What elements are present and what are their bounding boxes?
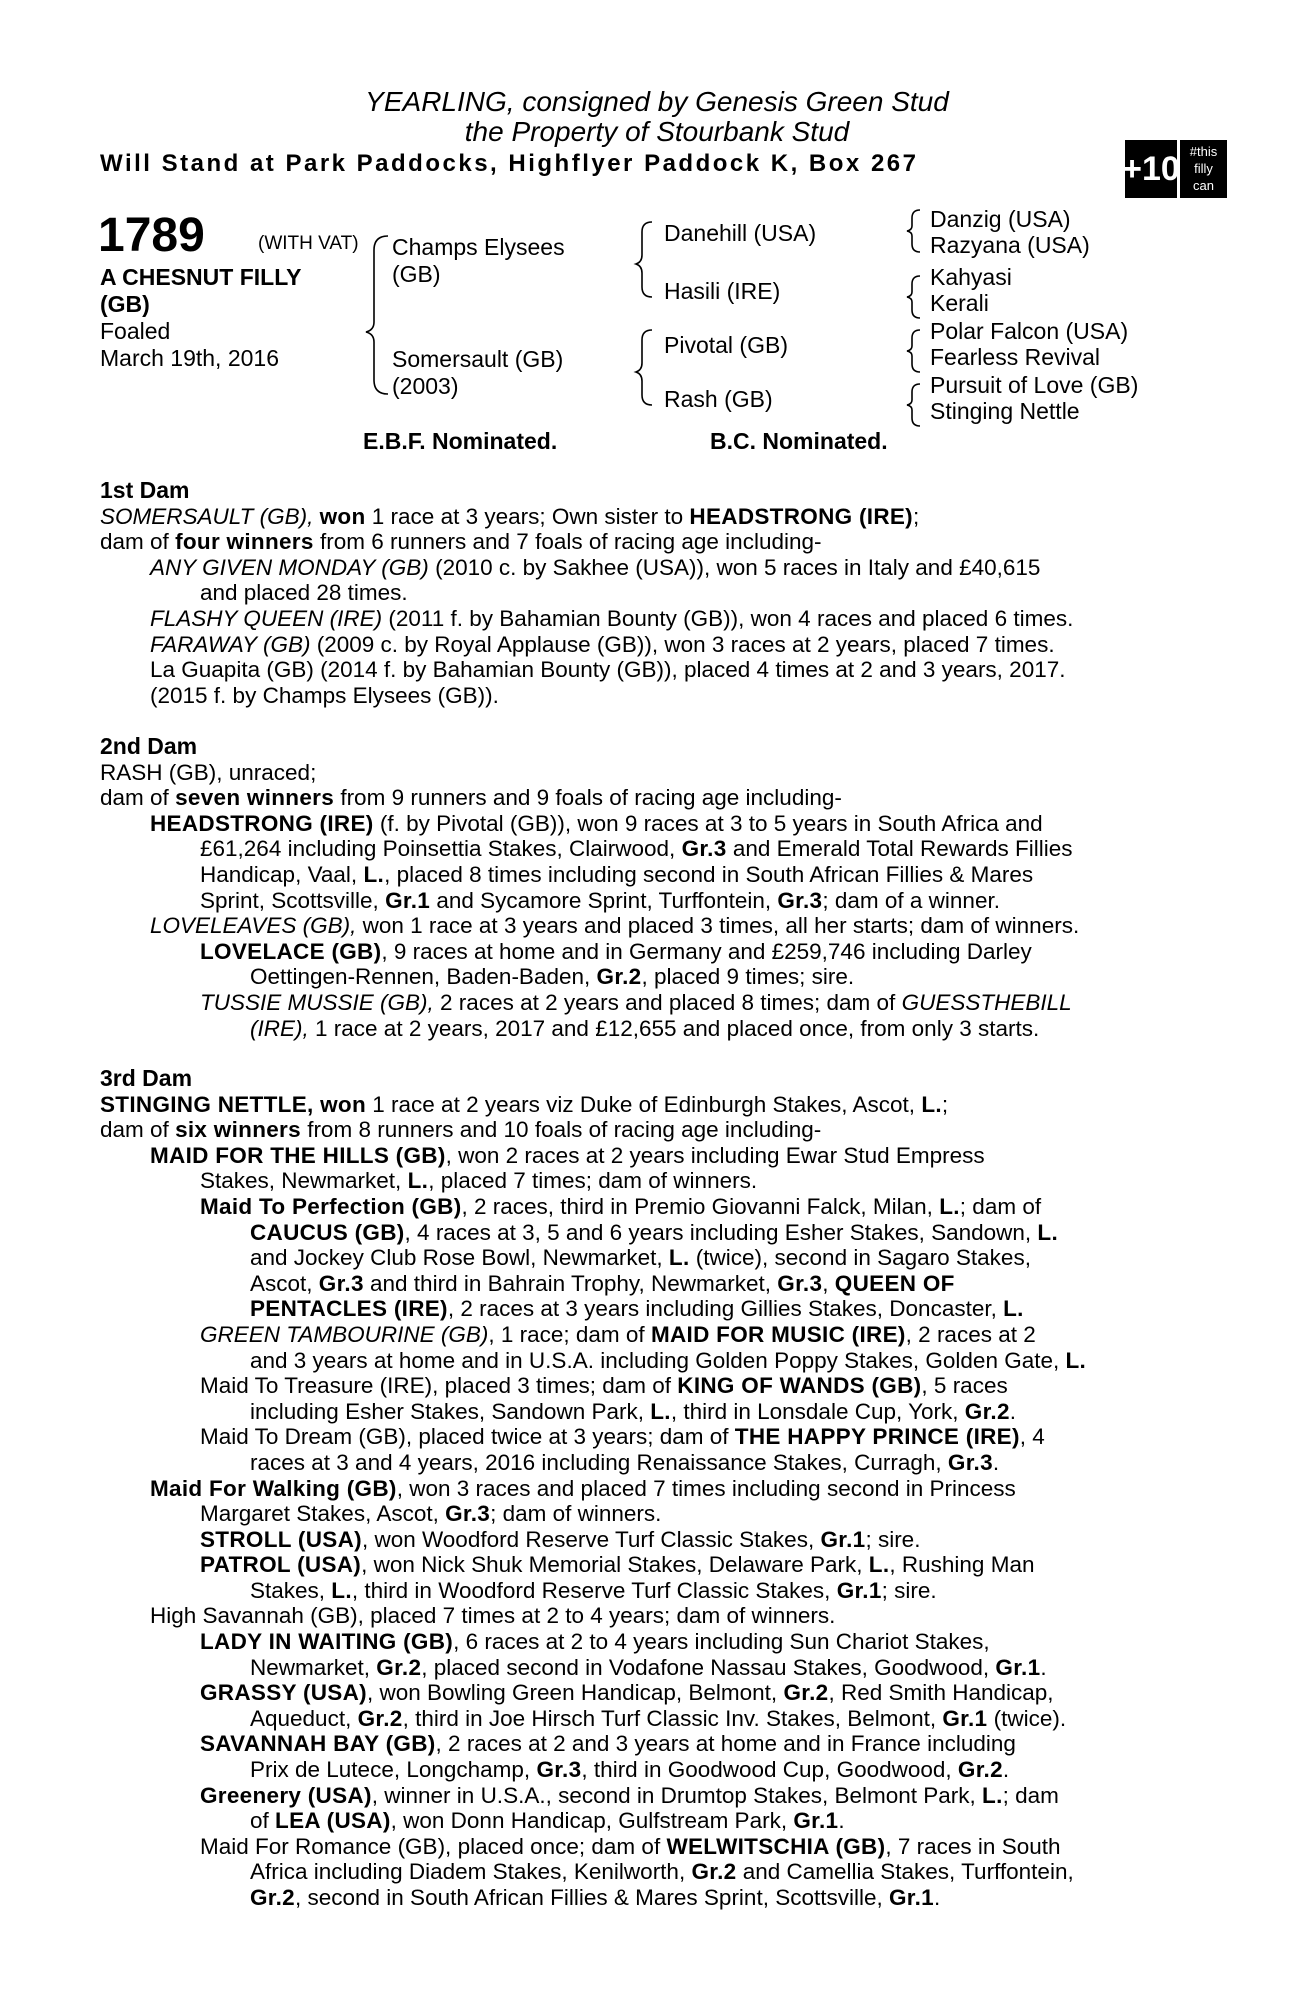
second-dam-section: 2nd Dam RASH (GB), unraced; dam of seven winners from 9 runners and 9 foals of racing age including- HEADSTRONG (IRE) (f. by Pivotal (GB)), won 9 races at 3 to 5 years in South Africa and £61,264 including Poinsettia Stakes, Clairwood, Gr.3 and Emerald Total Rewards Fillies Handicap, Vaal, L., placed 8 times including second in South African Fillies & Mares Sprint, Scottsville, Gr.1 and Sycamore Sprint, Turffontein, Gr.3; dam of a winner. LOVELEAVES (GB), won 1 race at 3 years and placed 3 times, all her starts; dam of winners. LOVELACE (GB), 9 races at home and in Germany and £259,746 including Darley Oettingen-Rennen, Baden-Baden, Gr.2, placed 9 times; sire. TUSSIE MUSSIE (GB), 2 races at 2 years and placed 8 times; dam of GUESSTHEBILL (IRE), 1 race at 2 years, 2017 and £12,655 and placed once, from only 3 starts. [100,734,1210,1041]
third-dam-produce-line: Maid To Treasure (IRE), placed 3 times; dam of KING OF WANDS (GB), 5 races [200,1373,1008,1399]
pedigree-dsd: Fearless Revival [930,344,1100,370]
lot-vat: (WITH VAT) [258,233,359,254]
pedigree-ssd: Razyana (USA) [930,232,1090,258]
plus-ten-icon: +10 [1125,140,1177,198]
pedigree-dss: Polar Falcon (USA) [930,318,1129,344]
third-dam-produce-line: GREEN TAMBOURINE (GB), 1 race; dam of MAID FOR MUSIC (IRE), 2 races at 2 [200,1321,1036,1347]
third-dam-produce-line: Margaret Stakes, Ascot, Gr.3; dam of winners. [200,1501,662,1527]
headstrong-entry: HEADSTRONG (IRE) (f. by Pivotal (GB)), won 9 races at 3 to 5 years in South Africa and [150,810,1043,836]
third-dam-produce-line: Aqueduct, Gr.2, third in Joe Hirsch Turf Classic Inv. Stakes, Belmont, Gr.1 (twice). [250,1705,1067,1731]
lovelace-entry: LOVELACE (GB), 9 races at home and in Germany and £259,746 including Darley [200,938,1032,964]
third-dam-produce-line: Greenery (USA), winner in U.S.A., second in Drumtop Stakes, Belmont Park, L.; dam [200,1782,1059,1808]
header-location: Will Stand at Park Paddocks, Highflyer Paddock K, Box 267 [100,150,919,177]
third-dam-produce-line: Maid For Romance (GB), placed once; dam of WELWITSCHIA (GB), 7 races in South [200,1833,1061,1859]
pedigree-dds: Pursuit of Love (GB) [930,372,1139,398]
hashtag-badge: #this filly can [1180,140,1227,198]
pedigree-dam-sire: Pivotal (GB) [664,332,788,358]
first-dam-produce-5: (2015 f. by Champs Elysees (GB)). [150,682,499,708]
first-dam-intro: SOMERSAULT (GB), won 1 race at 3 years; Own sister to HEADSTRONG (IRE); [100,503,920,529]
third-dam-heading: 3rd Dam [100,1065,193,1091]
third-dam-produce-line: Ascot, Gr.3 and third in Bahrain Trophy, Newmarket, Gr.3, QUEEN OF [250,1270,955,1296]
brace-main [366,236,388,394]
brace-dam [636,330,652,405]
pedigree-sds: Kahyasi [930,264,1012,290]
third-dam-produce-line: Maid For Walking (GB), won 3 races and placed 7 times including second in Princess [150,1475,1016,1501]
pedigree-dam: Somersault (GB) (2003) [392,346,564,399]
brace-sd [907,276,920,318]
pedigree-ddd: Stinging Nettle [930,398,1080,424]
third-dam-produce-line: Gr.2, second in South African Fillies & Mares Sprint, Scottsville, Gr.1. [250,1885,941,1910]
third-dam-produce-line: Stakes, Newmarket, L., placed 7 times; dam of winners. [200,1168,758,1194]
second-dam-produce-summary: dam of seven winners from 9 runners and 9 foals of racing age including- [100,785,842,811]
third-dam-produce-line: including Esher Stakes, Sandown Park, L., third in Lonsdale Cup, York, Gr.2. [250,1398,1017,1424]
first-dam-heading: 1st Dam [100,477,190,503]
third-dam-produce-line: MAID FOR THE HILLS (GB), won 2 races at 2 years including Ewar Stud Empress [150,1142,985,1168]
third-dam-produce-line: LADY IN WAITING (GB), 6 races at 2 to 4 years including Sun Chariot Stakes, [200,1629,990,1655]
first-dam-produce-3: FARAWAY (GB) (2009 c. by Royal Applause (GB)), won 3 races at 2 years, placed 7 times. [150,631,1055,657]
third-dam-produce-line: Newmarket, Gr.2, placed second in Vodafone Nassau Stakes, Goodwood, Gr.1. [250,1654,1047,1680]
bc-nominated: B.C. Nominated. [710,428,888,454]
foaled: Foaled March 19th, 2016 [100,318,280,371]
first-dam-produce-2: FLASHY QUEEN (IRE) (2011 f. by Bahamian Bounty (GB)), won 4 races and placed 6 times. [150,605,1074,631]
third-dam-produce-line: SAVANNAH BAY (GB), 2 races at 2 and 3 years at home and in France including [200,1731,1016,1757]
pedigree-sire-dam: Hasili (IRE) [664,278,781,304]
third-dam-produce-line: Africa including Diadem Stakes, Kenilworth, Gr.2 and Camellia Stakes, Turffontein, [250,1859,1074,1885]
pedigree-sss: Danzig (USA) [930,206,1071,232]
header-property: the Property of Stourbank Stud [464,116,850,147]
loveleaves-entry: LOVELEAVES (GB), won 1 race at 3 years and placed 3 times, all her starts; dam of winners. [150,913,1080,939]
pedigree-sdd: Kerali [930,290,989,316]
third-dam-produce-line: Maid To Dream (GB), placed twice at 3 years; dam of THE HAPPY PRINCE (IRE), 4 [200,1424,1045,1450]
third-dam-produce-line: CAUCUS (GB), 4 races at 3, 5 and 6 years including Esher Stakes, Sandown, L. [250,1219,1059,1245]
first-dam-produce-summary: dam of four winners from 6 runners and 7 foals of racing age including- [100,529,822,555]
brace-ds [907,330,920,372]
tussie-mussie-entry: TUSSIE MUSSIE (GB), 2 races at 2 years and placed 8 times; dam of GUESSTHEBILL [200,989,1072,1015]
first-dam-section: 1st Dam SOMERSAULT (GB), won 1 race at 3 years; Own sister to HEADSTRONG (IRE); dam of four winners from 6 runners and 7 foals of racing age including- ANY GIVEN MONDAY (GB) (2010 c. by Sakhee (USA)), won 5 races in Italy and £40,615 and placed 28 times. FLASHY QUEEN (IRE) (2011 f. by Bahamian Bounty (GB)), won 4 races and placed 6 times. FARAWAY (GB) (2009 c. by Royal Applause (GB)), won 3 races at 2 years, placed 7 times. La Guapita (GB) (2014 f. by Bahamian Bounty (GB)), placed 4 times at 2 and 3 years, 2017. (2015 f. by Champs Elysees (GB)). [100,478,1210,708]
third-dam-produce-line: High Savannah (GB), placed 7 times at 2 to 4 years; dam of winners. [150,1603,836,1629]
third-dam-produce-list [100,1143,1210,1911]
third-dam-produce-line: Stakes, L., third in Woodford Reserve Turf Classic Stakes, Gr.1; sire. [250,1577,937,1603]
third-dam-produce-line: races at 3 and 4 years, 2016 including Renaissance Stakes, Curragh, Gr.3. [250,1449,1000,1475]
header-consignor: YEARLING, consigned by Genesis Green Stud [365,86,949,117]
third-dam-produce-line: PENTACLES (IRE), 2 races at 3 years including Gillies Stakes, Doncaster, L. [250,1296,1024,1322]
third-dam-section [100,1066,1210,1911]
first-dam-produce-4: La Guapita (GB) (2014 f. by Bahamian Bounty (GB)), placed 4 times at 2 and 3 years, 2017. [150,657,1066,683]
third-dam-produce-line: of LEA (USA), won Donn Handicap, Gulfstream Park, Gr.1. [250,1808,845,1834]
pedigree-dam-dam: Rash (GB) [664,386,773,412]
lot-title: A CHESNUT FILLY (GB) [100,264,302,317]
second-dam-intro: RASH (GB), unraced; [100,759,317,785]
third-dam-produce-summary: dam of six winners from 8 runners and 10 foals of racing age including- [100,1117,822,1143]
brace-ss [907,210,920,252]
third-dam-produce-line: and Jockey Club Rose Bowl, Newmarket, L. (twice), second in Sagaro Stakes, [250,1245,1031,1271]
ebf-nominated: E.B.F. Nominated. [363,428,558,454]
first-dam-produce-1: ANY GIVEN MONDAY (GB) (2010 c. by Sakhee (USA)), won 5 races in Italy and £40,615 [150,554,1041,580]
third-dam-produce-line: PATROL (USA), won Nick Shuk Memorial Stakes, Delaware Park, L., Rushing Man [200,1552,1035,1578]
third-dam-produce-line: Prix de Lutece, Longchamp, Gr.3, third in Goodwood Cup, Goodwood, Gr.2. [250,1757,1010,1783]
brace-sire [636,222,652,297]
brace-dd [907,384,920,426]
second-dam-heading: 2nd Dam [100,733,198,759]
lot-number: 1789 [98,209,205,262]
third-dam-produce-line: and 3 years at home and in U.S.A. including Golden Poppy Stakes, Golden Gate, L. [250,1347,1087,1373]
pedigree-sire: Champs Elysees (GB) [392,234,565,287]
third-dam-produce-line: Maid To Perfection (GB), 2 races, third in Premio Giovanni Falck, Milan, L.; dam of [200,1193,1042,1219]
third-dam-produce-line: STROLL (USA), won Woodford Reserve Turf Classic Stakes, Gr.1; sire. [200,1526,921,1552]
pedigree-sire-sire: Danehill (USA) [664,220,817,246]
third-dam-produce-line: GRASSY (USA), won Bowling Green Handicap, Belmont, Gr.2, Red Smith Handicap, [200,1680,1054,1706]
third-dam-intro: STINGING NETTLE, won 1 race at 2 years viz Duke of Edinburgh Stakes, Ascot, L.; [100,1091,949,1117]
